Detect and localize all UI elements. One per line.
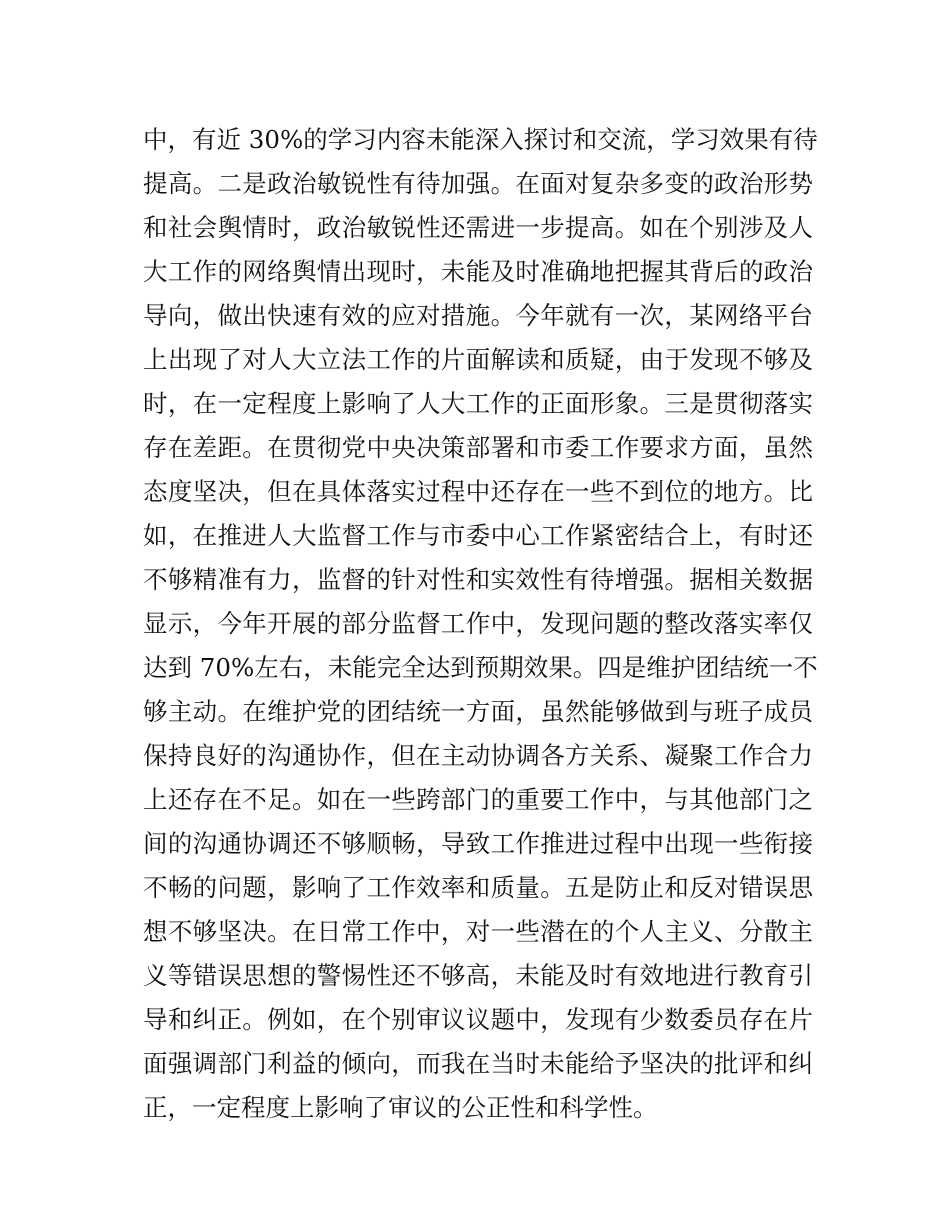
text-line: 导和纠正。例如，在个别审议议题中，发现有少数委员存在片	[143, 1005, 813, 1034]
text-line: 显示，今年开展的部分监督工作中，发现问题的整改落实率仅	[143, 609, 813, 638]
text-line: 如，在推进人大监督工作与市委中心工作紧密结合上，有时还	[143, 521, 813, 550]
text-line: 导向，做出快速有效的应对措施。今年就有一次，某网络平台	[143, 301, 813, 330]
text-line: 提高。二是政治敏锐性有待加强。在面对复杂多变的政治形势	[143, 169, 813, 198]
text-line: 中，有近 30%的学习内容未能深入探讨和交流，学习效果有待	[143, 125, 818, 154]
text-line: 想不够坚决。在日常工作中，对一些潜在的个人主义、分散主	[143, 917, 813, 946]
text-line: 保持良好的沟通协作，但在主动协调各方关系、凝聚工作合力	[143, 741, 813, 770]
body-paragraph	[143, 118, 818, 1130]
text-line: 态度坚决，但在具体落实过程中还存在一些不到位的地方。比	[143, 477, 813, 506]
text-line: 义等错误思想的警惕性还不够高，未能及时有效地进行教育引	[143, 961, 813, 990]
text-line: 够主动。在维护党的团结统一方面，虽然能够做到与班子成员	[143, 697, 813, 726]
text-line: 大工作的网络舆情出现时，未能及时准确地把握其背后的政治	[143, 257, 813, 286]
text-line: 间的沟通协调还不够顺畅，导致工作推进过程中出现一些衔接	[143, 829, 813, 858]
text-line: 正，一定程度上影响了审议的公正性和科学性。	[143, 1093, 658, 1122]
text-line: 不畅的问题，影响了工作效率和质量。五是防止和反对错误思	[143, 873, 813, 902]
text-line: 存在差距。在贯彻党中央决策部署和市委工作要求方面，虽然	[143, 433, 813, 462]
text-line: 达到 70%左右，未能完全达到预期效果。四是维护团结统一不	[143, 653, 818, 682]
text-line: 和社会舆情时，政治敏锐性还需进一步提高。如在个别涉及人	[143, 213, 813, 242]
text-line: 上出现了对人大立法工作的片面解读和质疑，由于发现不够及	[143, 345, 813, 374]
text-line: 面强调部门利益的倾向，而我在当时未能给予坚决的批评和纠	[143, 1049, 813, 1078]
text-line: 不够精准有力，监督的针对性和实效性有待增强。据相关数据	[143, 565, 813, 594]
text-line: 上还存在不足。如在一些跨部门的重要工作中，与其他部门之	[143, 785, 813, 814]
text-line: 时，在一定程度上影响了人大工作的正面形象。三是贯彻落实	[143, 389, 813, 418]
